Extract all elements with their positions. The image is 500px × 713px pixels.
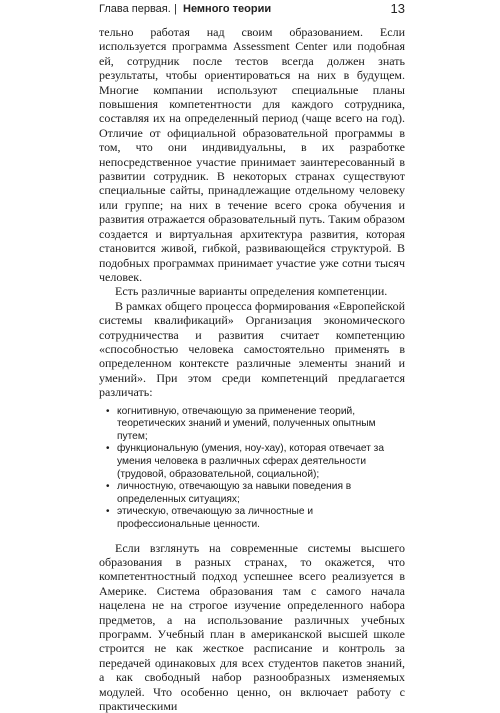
paragraph: Если взглянуть на современные системы высшего образования в разных странах, то окажется, что компетентностный подход успешнее всего реализуется в Америке. Система образования там с самого начала нацелена не на строгое изучение определенного набора предметов, а на использование различных учебных программ. Учебный план в американской высшей школе строится не как жесткое расписание и контроль за передачей одинаковых для всех студентов пакетов знаний, а как свободный набор разнообразных изменяемых модулей. Что особенно ценно, он включает работу с практическими — [99, 541, 405, 713]
list-item-text: функциональную (умения, ноу-хау), которая отвечает за умения человека в различных сферах деятельности (трудовой, образовательной, социальной); — [117, 443, 384, 479]
bullet-icon: • — [106, 481, 110, 494]
list-item — [117, 506, 405, 531]
bullet-icon: • — [106, 443, 110, 456]
list-item — [117, 481, 405, 506]
list-item-text: этическую, отвечающую за личностные и профессиональные ценности. — [117, 506, 313, 530]
section-title: Немного теории — [183, 2, 271, 16]
page-number: 13 — [391, 2, 405, 16]
bullet-icon: • — [106, 406, 110, 419]
chapter-label: Глава первая. — [99, 2, 171, 16]
list-item-text: когнитивную, отвечающую за применение теорий, теоретических знаний и умений, полученных опытным путем; — [117, 406, 376, 442]
list-item — [117, 443, 405, 481]
bullet-icon: • — [106, 506, 110, 519]
body-text — [99, 25, 405, 713]
paragraph: тельно работая над своим образованием. Если используется программа Assessment Center или подобная ей, сотрудник после тестов всегда должен знать результаты, чтобы ориентироваться на них в будущем. Многие компании используют специальные планы повышения компетентности для каждого сотрудника, составляя их на определенный период (чаще всего на год). Отличие от официальной образовательной программы в том, что они индивидуальны, в их разработке непосредственное участие принимает заинтересованный в развитии сотрудник. В некоторых странах существуют специальные сайты, принадлежащие отдельному человеку или группе; на них в течение всего срока обучения и развития отражается образовательный путь. Таким образом создается и виртуальная архитектура развития, которая становится живой, гибкой, развивающейся структурой. В подобных программах принимает участие уже сотни тысяч человек. — [99, 25, 405, 284]
list-item-text: личностную, отвечающую за навыки поведения в определенных ситуациях; — [117, 481, 351, 505]
running-header — [99, 2, 405, 18]
header-separator: | — [174, 2, 177, 16]
list-item — [117, 406, 405, 444]
paragraph: В рамках общего процесса формирования «Европейской системы квалификаций» Организация экономического сотрудничества и развития считает компетенцию «способностью человека самостоятельно применять в определенном контексте различные элементы знаний и умений». При этом среди компетенций предлагается различать: — [99, 299, 405, 400]
competence-list — [99, 406, 405, 532]
paragraph: Есть различные варианты определения компетенции. — [99, 284, 405, 298]
